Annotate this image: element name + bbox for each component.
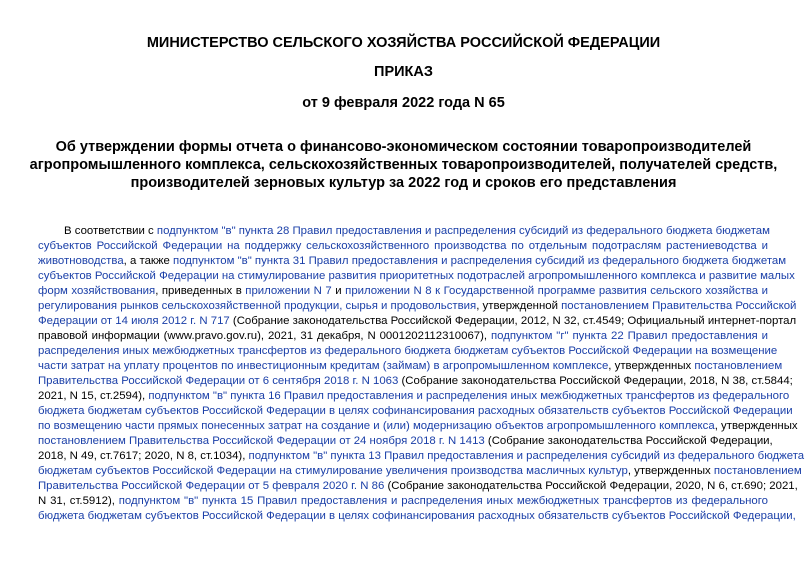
legal-reference-link[interactable]: Правительства Российской Федерации от 6 сентября 2018 г. N 1063 xyxy=(38,375,399,387)
body-line xyxy=(38,464,802,479)
body-text: и xyxy=(331,285,346,297)
body-line xyxy=(38,239,768,254)
legal-reference-link[interactable]: подпунктом "в" пункта 16 Правил предоставления и распределения иных межбюджетных трансфертов из федерального xyxy=(148,390,790,402)
title-line: агропромышленного комплекса, сельскохозяйственных товаропроизводителей, получателей средств, xyxy=(29,157,778,173)
body-text: (Собрание законодательства Российской Федерации, 2020, N 6, ст.690; 2021, xyxy=(384,480,798,492)
body-text: (Собрание законодательства Российской Федерации, xyxy=(484,435,773,447)
legal-reference-link[interactable]: приложении N 7 xyxy=(245,285,332,297)
body-line xyxy=(38,419,798,434)
body-text: , утвержденных xyxy=(714,420,798,432)
body-line xyxy=(38,374,793,389)
legal-reference-link[interactable]: субъектов Российской Федерации на поддержку сельскохозяйственного производства по отдельным подотраслям растениеводства и xyxy=(38,240,768,252)
body-text: 2021, N 15, ст.2594), xyxy=(38,390,149,402)
body-text: , утвержденной xyxy=(476,300,562,312)
body-line xyxy=(38,449,805,464)
body-line xyxy=(38,359,783,374)
legal-reference-link[interactable]: приложении N 8 к Государственной программе развития сельского хозяйства и xyxy=(345,285,769,297)
legal-reference-link[interactable]: субъектов Российской Федерации на стимулирование развития приоритетных подотраслей агропромышленного комплекса и развитие малых xyxy=(38,270,795,282)
body-paragraph xyxy=(38,224,805,524)
legal-reference-link[interactable]: животноводства xyxy=(38,255,124,267)
legal-reference-link[interactable]: постановлением Правительства Российской Федерации от 24 ноября 2018 г. N 1413 xyxy=(38,435,485,447)
body-text: (Собрание законодательства Российской Федерации, 2018, N 38, ст.5844; xyxy=(398,375,793,387)
document-type: ПРИКАЗ xyxy=(374,64,433,80)
legal-reference-link[interactable]: постановлением xyxy=(694,360,783,372)
body-text: , утвержденных xyxy=(627,465,714,477)
legal-reference-link[interactable]: по возмещению части прямых понесенных затрат на создание и (или) модернизацию объектов агропромышленного комплекса xyxy=(38,420,715,432)
title-line: производителей зерновых культур за 2022 год и сроков его представления xyxy=(130,175,677,191)
body-line xyxy=(38,299,797,314)
legal-reference-link[interactable]: Правительства Российской Федерации от 5 февраля 2020 г. N 86 xyxy=(38,480,385,492)
legal-reference-link[interactable]: подпунктом "г" пункта 22 Правил предоставления и xyxy=(490,330,768,342)
body-line xyxy=(38,404,793,419)
title-line: Об утверждении формы отчета о финансово-экономическом состоянии товаропроизводителей xyxy=(55,139,752,155)
legal-reference-link[interactable]: постановлением xyxy=(713,465,802,477)
document-date: от 9 февраля 2022 года N 65 xyxy=(302,95,505,111)
body-text: , приведенных в xyxy=(155,285,246,297)
body-line xyxy=(38,479,798,494)
body-line xyxy=(38,434,773,449)
body-line xyxy=(38,269,795,284)
legal-reference-link[interactable]: части затрат на уплату процентов по инвестиционным кредитам (займам) в агропромышленном комплексе xyxy=(38,360,609,372)
body-text: , утвержденных xyxy=(608,360,695,372)
body-text: В соответствии с xyxy=(64,225,157,237)
body-text: (Собрание законодательства Российской Федерации, 2012, N 32, ст.4549; Официальный интернет-портал xyxy=(229,315,797,327)
legal-reference-link[interactable]: регулирования рынков сельскохозяйственной продукции, сырья и продовольствия xyxy=(38,300,477,312)
legal-reference-link[interactable]: подпунктом "в" пункта 15 Правил предоставления и распределения иных межбюджетных трансфертов из федерального xyxy=(118,495,768,507)
body-line xyxy=(38,389,790,404)
legal-reference-link[interactable]: распределения иных межбюджетных трансфертов из федерального бюджета бюджетам субъектов Российской Федерации на возмещение xyxy=(38,345,778,357)
body-text: N 31, ст.5912), xyxy=(38,495,119,507)
legal-reference-link[interactable]: подпунктом "в" пункта 31 Правил предоставления и распределения субсидий из федерального бюджета бюджетам xyxy=(173,255,787,267)
legal-reference-link[interactable]: подпунктом "в" пункта 13 Правил предоставления и распределения субсидий из федерального бюджета xyxy=(248,450,805,462)
legal-reference-link[interactable]: подпунктом "в" пункта 28 Правил предоставления и распределения субсидий из федерального бюджета бюджетам xyxy=(156,225,770,237)
legal-reference-link[interactable]: Федерации от 14 июля 2012 г. N 717 xyxy=(38,315,230,327)
body-line xyxy=(38,344,778,359)
legal-reference-link[interactable]: бюджетам субъектов Российской Федерации на стимулирование увеличения производства масличных культур xyxy=(38,465,628,477)
body-line xyxy=(38,254,787,269)
body-text: , а также xyxy=(123,255,174,267)
legal-reference-link[interactable]: бюджета бюджетам субъектов Российской Федерации в целях софинансирования расходных обязательств субъектов Российской Федерации xyxy=(38,405,793,417)
legal-reference-link[interactable]: постановлением Правительства Российской xyxy=(561,300,797,312)
body-line xyxy=(38,224,768,239)
body-line xyxy=(38,494,768,509)
body-line xyxy=(38,314,797,329)
legal-reference-link[interactable]: форм хозяйствования xyxy=(38,285,156,297)
body-text: 2018, N 49, ст.7617; 2020, N 8, ст.1034), xyxy=(38,450,249,462)
body-line xyxy=(38,509,796,524)
legal-reference-link[interactable]: бюджета бюджетам субъектов Российской Федерации в целях софинансирования расходных обязательств субъектов Российской Федерации, xyxy=(38,510,796,522)
body-line xyxy=(38,329,768,344)
body-text: правовой информации (www.pravo.gov.ru), 2021, 31 декабря, N 0001202112310067), xyxy=(38,330,491,342)
body-line xyxy=(38,284,768,299)
ministry-name: МИНИСТЕРСТВО СЕЛЬСКОГО ХОЗЯЙСТВА РОССИЙСКОЙ ФЕДЕРАЦИИ xyxy=(146,35,661,51)
document-title xyxy=(0,138,807,192)
